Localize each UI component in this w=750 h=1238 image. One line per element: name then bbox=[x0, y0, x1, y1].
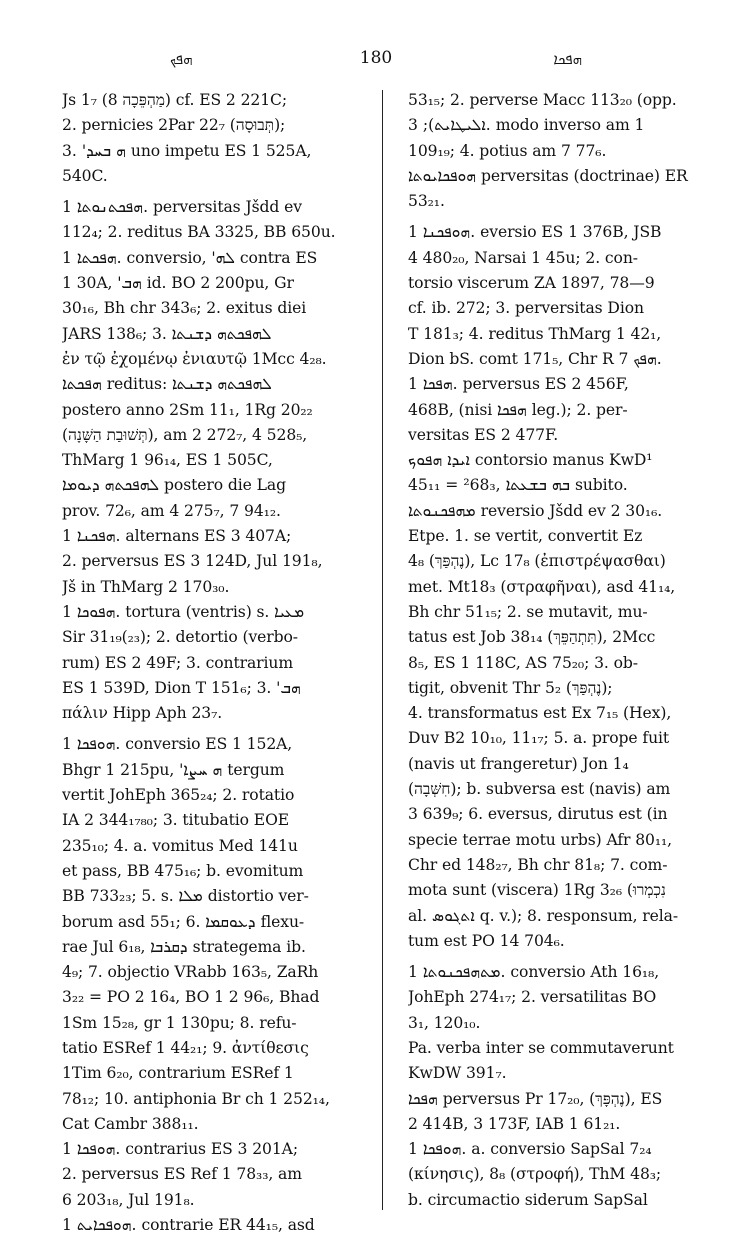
text-line: JARS 138₆; 3. ܠܗܦܟܬܗ ܕܫܢܬܐ bbox=[62, 324, 272, 343]
page-header bbox=[60, 48, 692, 74]
text-line: prov. 72₆, am 4 275₇, 7 94₁₂. bbox=[62, 501, 281, 520]
text-line: JohEph 274₁₇; 2. versatilitas BO bbox=[408, 988, 657, 1007]
text-line: (חִשְּׁבָה); b. subversa est (navis) am bbox=[408, 780, 671, 799]
text-line: b. circumactio siderum SapSal bbox=[408, 1190, 648, 1209]
text-line: specie terrae motu urbs) Afr 80₁₁, bbox=[408, 830, 673, 849]
text-line: 2. perversus ES Ref 1 78₃₃, am bbox=[62, 1165, 302, 1184]
text-line: 4. transformatus est Ex 7₁₅ (Hex), bbox=[408, 704, 672, 723]
text-line: torsio viscerum ZA 1897, 78—9 bbox=[408, 274, 655, 293]
text-line: Etpe. 1. se vertit, convertit Ez bbox=[408, 527, 643, 546]
text-line: 30₁₆, Bh chr 343₆; 2. exitus diei bbox=[62, 299, 307, 318]
text-line: T 181₃; 4. reditus ThMarg 1 42₁, bbox=[408, 324, 662, 343]
text-line: tatus est Job 38₁₄ (תִּתְהַפֵּךְ), 2Mcc bbox=[408, 628, 656, 647]
text-line: 3₁, 120₁₀. bbox=[408, 1013, 481, 1032]
text-line: 3. 'ܗ ܒܚܕ uno impetu ES 1 525A, bbox=[62, 141, 312, 160]
text-line: tum est PO 14 704₆. bbox=[408, 931, 565, 950]
text-line: 2. pernicies 2Par 22₇ (תְּבוּסָה); bbox=[62, 116, 286, 135]
text-line: met. Mt18₃ (στραφῆναι), asd 41₁₄, bbox=[408, 577, 676, 596]
text-line: ܗܘܦܟܐܝܬ 1. contrarie ER 44₁₅, asd bbox=[62, 1216, 315, 1235]
text-line: Chr ed 148₂₇, Bh chr 81₈; 7. com- bbox=[408, 855, 668, 874]
text-line: ܡܗܦܟܢܘܬܐ reversio Jšdd ev 2 30₁₆. bbox=[408, 501, 663, 520]
text-line: ܗܘܦܟܢܐ 1. eversio ES 1 376B, JSB bbox=[408, 223, 662, 242]
text-line: πάλιν Hipp Aph 23₇. bbox=[62, 704, 223, 723]
text-line: ܐܠܝܛܐܝܬ); 3. modo inverso am 1 bbox=[408, 116, 645, 135]
text-line: ܡܬܗܦܟܢܘܬܐ 1. conversio Ath 16₁₈, bbox=[408, 963, 660, 982]
text-line: 1Tim 6₂₀, contrarium ESRef 1 bbox=[62, 1064, 294, 1083]
text-line: Sir 31₁₉(₂₃); 2. detortio (verbo- bbox=[62, 628, 298, 647]
text-line: 8₅, ES 1 118C, AS 75₂₀; 3. ob- bbox=[408, 653, 638, 672]
text-line: (navis ut frangeretur) Jon 1₄ bbox=[408, 754, 629, 773]
text-line: Pa. verba inter se commutaverunt bbox=[408, 1038, 674, 1057]
text-line: ܗܦܘܟܐ 1. tortura (ventris) s. ܡܥܝܐ bbox=[62, 602, 305, 621]
text-line: 2 414B, 3 173F, IAB 1 61₂₁. bbox=[408, 1114, 621, 1133]
text-line: 53₂₁. bbox=[408, 192, 445, 211]
text-line: 4 480₂₀, Narsai 1 45u; 2. con- bbox=[408, 248, 638, 267]
text-line: versitas ES 2 477F. bbox=[408, 425, 559, 444]
text-line: BB 733₂₃; 5. s. ܡܠܐ distortio ver- bbox=[62, 887, 309, 906]
text-line: (תְּשׁוּבַת הַשָּׁנָה), am 2 272₇, 4 528₅, bbox=[62, 425, 308, 444]
text-line: (κίνησις), 8₈ (στροφή), ThM 48₃; bbox=[408, 1165, 662, 1184]
text-line: 3₂₂ = PO 2 16₄, BO 1 2 96₆, Bhad bbox=[62, 988, 320, 1007]
text-line: Cat Cambr 388₁₁. bbox=[62, 1114, 199, 1133]
text-line: Dion bS. comt 171₅, Chr R ܗܦܟ 7. bbox=[408, 349, 662, 368]
text-line: 45₁₁ = ²68₃, ܒܗ ܒܫܥܬܐ subito. bbox=[408, 476, 628, 495]
text-line: ܗܘܦܟܐ 1. a. conversio SapSal 7₂₄ bbox=[408, 1140, 652, 1159]
text-line: 235₁₀; 4. a. vomitus Med 141u bbox=[62, 836, 298, 855]
column-divider bbox=[382, 90, 383, 1210]
text-line: tigit, obvenit Thr 5₂ (נֶהְפַּךְ); bbox=[408, 678, 613, 697]
text-line: ܗܦܟܐ perversus Pr 17₂₀, (נֶהְפָּךְ), ES bbox=[408, 1089, 663, 1108]
text-line: ܗܦܟܬܐ 1. conversio, 'ܠܗ contra ES bbox=[62, 248, 318, 267]
text-line: et pass, BB 475₁₆; b. evomitum bbox=[62, 861, 304, 880]
text-line: cf. ib. 272; 3. perversitas Dion bbox=[408, 299, 644, 318]
text-line: 6 203₁₈, Jul 191₈. bbox=[62, 1190, 195, 1209]
text-line: Js 1₇ (8 מַהְפֵּכָה) cf. ES 2 221C; bbox=[62, 91, 288, 109]
text-line: mota sunt (viscera) 1Rg 3₂₆ (נִכְמְרוּ bbox=[408, 881, 666, 900]
text-line: 112₄; 2. reditus BA 3325, BB 650u. bbox=[62, 223, 336, 242]
text-line: 3 639₉; 6. eversus, dirutus est (in bbox=[408, 805, 668, 824]
text-line: ThMarg 1 96₁₄, ES 1 505C, bbox=[62, 451, 273, 470]
right-column bbox=[408, 88, 713, 1213]
text-line: ܗܦܟܢܐ 1. alternans ES 3 407A; bbox=[62, 527, 292, 546]
header-left-word: ܗܦܟ bbox=[170, 50, 193, 68]
text-line: 4₉; 7. objectio VRabb 163₅, ZaRh bbox=[62, 963, 319, 982]
text-line: postero anno 2Sm 11₁, 1Rg 20₂₂ bbox=[62, 400, 313, 419]
text-line: Duv B2 10₁₀, 11₁₇; 5. a. prope fuit bbox=[408, 729, 670, 748]
text-line: Bh chr 51₁₅; 2. se mutavit, mu- bbox=[408, 602, 648, 621]
text-line: IA 2 344₁₇₈₀; 3. titubatio EOE bbox=[62, 811, 290, 830]
text-line: borum asd 55₁; 6. ܕܥܘܩܡܐ flexu- bbox=[62, 912, 305, 931]
text-line: ܗܦܟܬܢܘܬܐ 1. perversitas Jšdd ev bbox=[62, 198, 302, 217]
text-line: ܐܝܕܐ ܗܦܘܟ contorsio manus KwD¹ bbox=[408, 451, 653, 470]
text-line: Jš in ThMarg 2 170₃₀. bbox=[62, 577, 230, 596]
text-line: 1Sm 15₂₈, gr 1 130pu; 8. refu- bbox=[62, 1013, 297, 1032]
text-line: 109₁₉; 4. potius am 7 77₆. bbox=[408, 141, 607, 160]
text-line: 53₁₅; 2. perverse Macc 113₂₀ (opp. bbox=[408, 91, 677, 109]
header-right-word: ܗܦܟܐ bbox=[553, 50, 582, 68]
text-line: ܠܗܦܟܬܗ ܕܝܘܡܐ postero die Lag bbox=[62, 476, 286, 495]
text-line: vertit JohEph 365₂₄; 2. rotatio bbox=[62, 786, 295, 805]
text-line: 2. perversus ES 3 124D, Jul 191₈, bbox=[62, 552, 323, 571]
text-line: Bhgr 1 215pu, 'ܗ ܚܨܐ tergum bbox=[62, 760, 285, 779]
text-line: tatio ESRef 1 44₂₁; 9. ἀντίθεσις bbox=[62, 1038, 309, 1057]
text-line: 4₈ (נֶהְפַּךְ), Lc 17₈ (ἐπιστρέψασθαι) bbox=[408, 552, 666, 571]
page-number: 180 bbox=[359, 48, 393, 68]
text-line: 1 30A, 'ܗܒ id. BO 2 200pu, Gr bbox=[62, 274, 294, 293]
left-column bbox=[62, 88, 367, 1238]
text-line: ܗܦܟܐ 1. perversus ES 2 456F, bbox=[408, 375, 629, 394]
text-line: ܗܘܦܟܐܝܘܬܐ perversitas (doctrinae) ER bbox=[408, 166, 688, 185]
text-line: 468B, (nisi ܗܦܟܐ leg.); 2. per- bbox=[408, 400, 628, 419]
text-line: ܗܘܦܟܐ 1. conversio ES 1 152A, bbox=[62, 735, 293, 754]
text-line: rae Jul 6₁₈, ܕܩܪܒܐ strategema ib. bbox=[62, 937, 306, 956]
text-line: ܗܘܦܟܐ 1. contrarius ES 3 201A; bbox=[62, 1140, 298, 1159]
text-line: 78₁₂; 10. antiphonia Br ch 1 252₁₄, bbox=[62, 1089, 330, 1108]
text-line: ES 1 539D, Dion T 151₆; 3. 'ܗܒ bbox=[62, 678, 301, 697]
text-line: rum) ES 2 49F; 3. contrarium bbox=[62, 653, 294, 672]
text-line: 540C. bbox=[62, 166, 108, 185]
text-line: KwDW 391₇. bbox=[408, 1064, 507, 1083]
text-line: al. ܐܬܓܘܣ q. v.); 8. responsum, rela- bbox=[408, 906, 679, 925]
text-line: ἐν τῷ ἐχομένῳ ἐνιαυτῷ 1Mcc 4₂₈. bbox=[62, 349, 327, 368]
text-line: ܗܦܟܬܐ reditus: ܠܗܦܟܬܗ ܕܫܢܬܐ bbox=[62, 375, 272, 394]
